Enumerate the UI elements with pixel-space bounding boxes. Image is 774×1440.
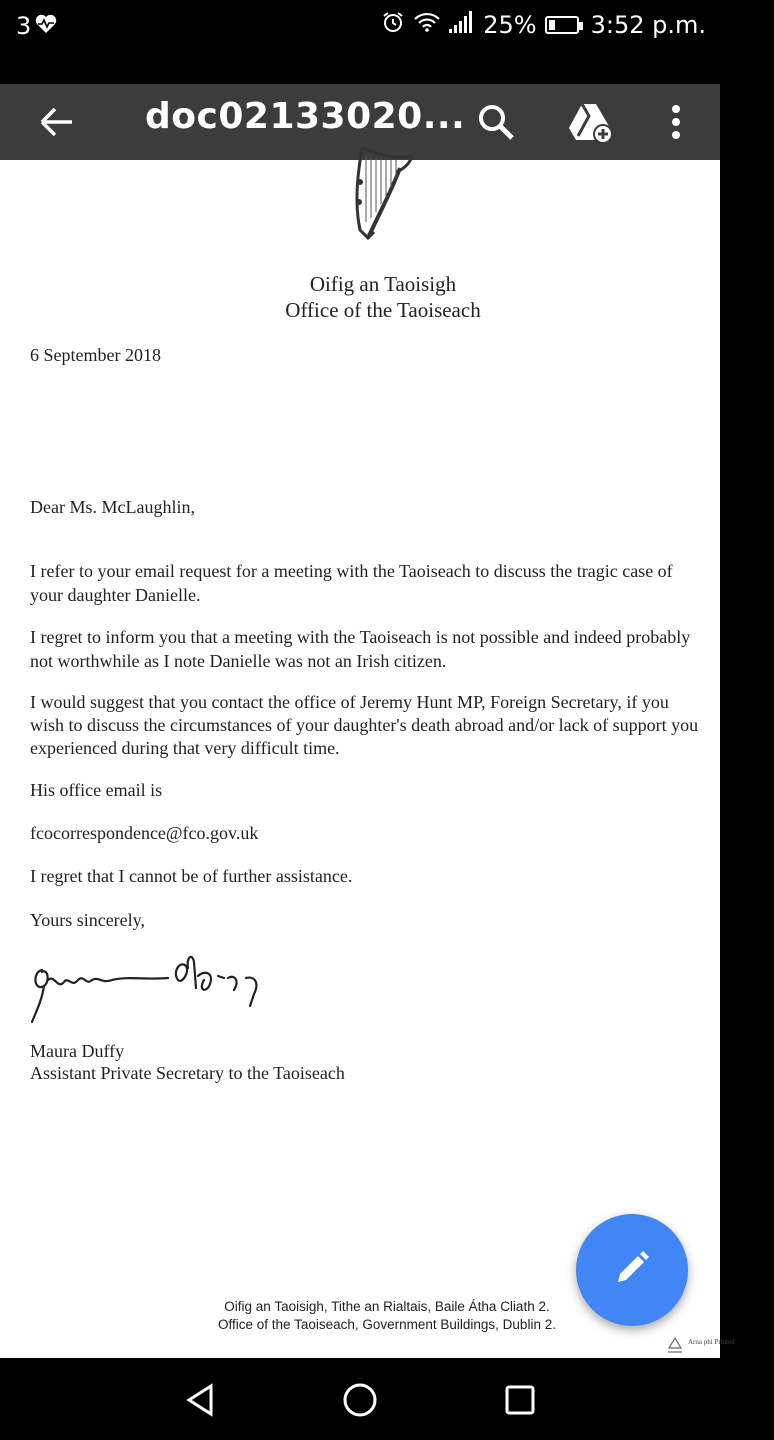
nav-back-icon[interactable] xyxy=(180,1380,220,1420)
office-name-irish: Oifig an Taoisigh xyxy=(309,272,457,296)
nav-recents-icon[interactable] xyxy=(500,1380,540,1420)
status-bar xyxy=(0,0,720,56)
footer-address-irish: Oifig an Taoisigh, Tithe an Rialtais, Baile Átha Cliath 2. xyxy=(224,1299,550,1314)
search-icon[interactable] xyxy=(472,98,520,146)
notification-count: 3 xyxy=(16,12,32,40)
recycle-icon xyxy=(664,1336,686,1356)
alarm-icon xyxy=(381,10,405,40)
status-left xyxy=(16,12,57,40)
office-name-english: Office of the Taoiseach xyxy=(285,298,481,322)
system-nav-bar xyxy=(0,1358,720,1440)
battery-percent: 25% xyxy=(483,11,537,39)
paragraph3-line: I would suggest that you contact the office of Jeremy Hunt MP, Foreign Secretary, if you xyxy=(30,692,669,712)
drive-add-icon[interactable] xyxy=(566,98,614,146)
closing-line: Yours sincerely, xyxy=(30,910,145,930)
recycle-mark xyxy=(664,1336,735,1358)
salutation: Dear Ms. McLaughlin, xyxy=(30,497,195,517)
handwritten-signature xyxy=(28,950,278,1030)
wifi-icon xyxy=(413,11,441,39)
signatory-title: Assistant Private Secretary to the Taoiseach xyxy=(30,1063,345,1083)
clock-time: 3:52 p.m. xyxy=(590,11,706,39)
status-right xyxy=(381,10,706,40)
more-vert-icon[interactable] xyxy=(652,98,700,146)
email-intro: His office email is xyxy=(30,780,163,800)
footer-address-english: Office of the Taoiseach, Government Buildings, Dublin 2. xyxy=(218,1317,556,1332)
document-title: doc02133020... xyxy=(145,96,466,137)
harp-emblem-icon xyxy=(340,142,418,244)
signal-icon xyxy=(449,11,475,39)
regret-line: I regret that I cannot be of further assistance. xyxy=(30,866,353,886)
letter-date: 6 September 2018 xyxy=(30,345,161,365)
battery-icon xyxy=(545,16,579,34)
nav-home-icon[interactable] xyxy=(340,1380,380,1420)
back-arrow-icon[interactable] xyxy=(32,98,80,146)
edit-pencil-icon xyxy=(612,1248,652,1292)
edit-fab[interactable] xyxy=(576,1214,688,1326)
paragraph3-line: experienced during that very difficult time. xyxy=(30,738,340,758)
document-page xyxy=(0,160,735,1358)
signatory-name: Maura Duffy xyxy=(30,1041,125,1061)
email-address: fcocorrespondence@fco.gov.uk xyxy=(30,823,259,843)
paragraph2-line: I regret to inform you that a meeting with the Taoiseach is not possible and indeed probably xyxy=(30,627,691,647)
paragraph3-line: wish to discuss the circumstances of your daughter's death abroad and/or lack of support you xyxy=(30,715,699,735)
heart-pulse-icon xyxy=(35,12,57,40)
paragraph1-line: I refer to your email request for a meeting with the Taoiseach to discuss the tragic case of xyxy=(30,561,673,581)
paragraph2-line: not worthwhile as I note Danielle was not an Irish citizen. xyxy=(30,651,447,671)
recycle-text: Arna phi Printed xyxy=(688,1338,735,1346)
paragraph1-line: your daughter Danielle. xyxy=(30,585,201,605)
battery-fill xyxy=(549,20,556,30)
